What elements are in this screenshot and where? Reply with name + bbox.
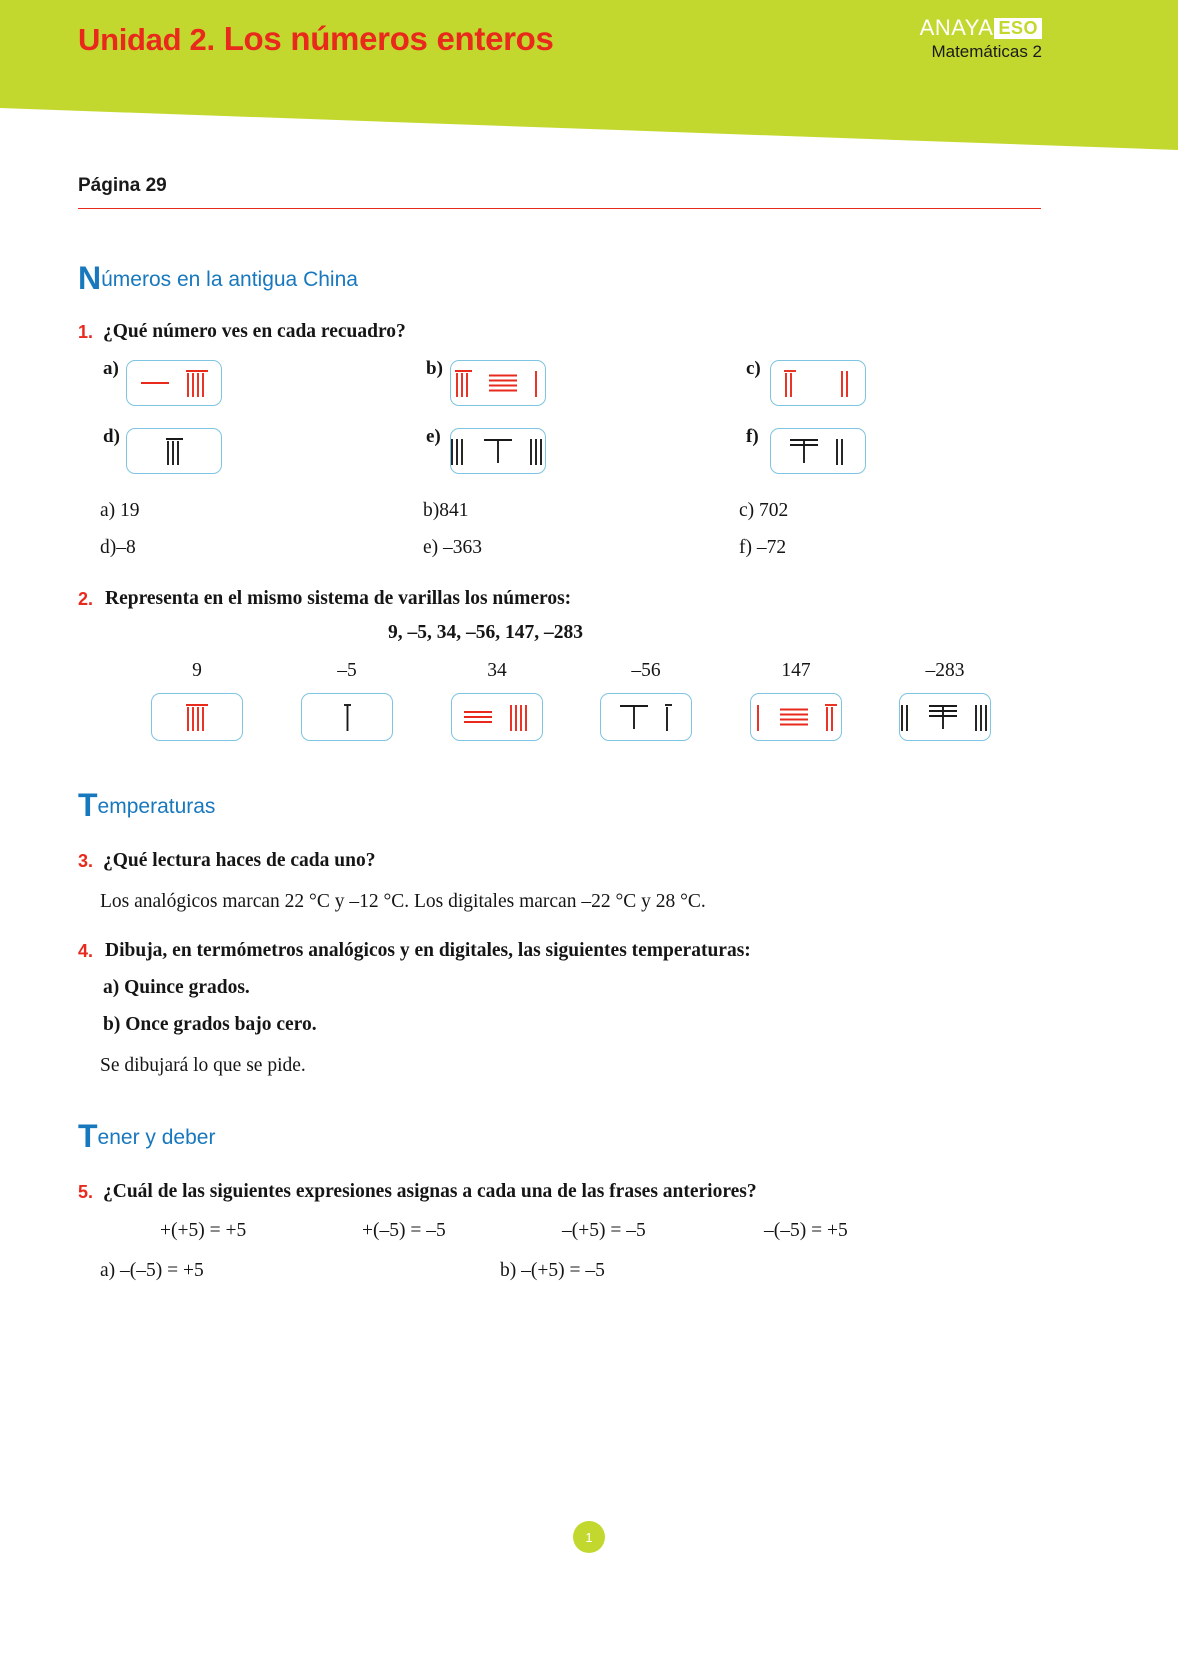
answer-5b: b) –(+5) = –5	[500, 1260, 605, 1281]
rod-digit	[927, 701, 959, 733]
expression-4: –(–5) = +5	[764, 1220, 848, 1241]
answer-1a: a) 19	[100, 500, 140, 521]
anaya-eso-logo	[920, 16, 1042, 40]
expression-2: +(–5) = –5	[362, 1220, 446, 1241]
rod-digit	[507, 701, 533, 733]
rod-digit	[453, 367, 474, 399]
rod-group-e	[448, 435, 548, 467]
rod-group-c	[782, 367, 854, 399]
rod-box-34	[451, 693, 543, 741]
exercise-3-number: 3.	[78, 851, 94, 871]
exercise-1-question: ¿Qué número ves en cada recuadro?	[103, 321, 406, 342]
rod-box-c	[770, 360, 866, 406]
rod-digit	[527, 435, 548, 467]
exercise-4-question: Dibuja, en termómetros analógicos y en digitales, las siguientes temperaturas:	[105, 940, 751, 961]
rod-digit	[898, 701, 914, 733]
rod-group-f	[788, 435, 849, 467]
section-heading-temperaturas	[78, 787, 216, 823]
exercise-2-question: Representa en el mismo sistema de varillas los números:	[105, 588, 572, 609]
rod-box-f	[770, 428, 866, 474]
exercise-1-number: 1.	[78, 322, 94, 342]
section-heading-text: ener y deber	[97, 1126, 216, 1149]
rod-group-34	[462, 701, 533, 733]
section-dropcap: T	[78, 1118, 98, 1154]
exercise-5-question: ¿Cuál de las siguientes expresiones asignas a cada una de las frases anteriores?	[103, 1181, 757, 1202]
exercise-4-number: 4.	[78, 941, 94, 961]
answer-4: Se dibujará lo que se pide.	[100, 1055, 306, 1076]
rod-digit	[663, 701, 674, 733]
rod-digit	[184, 367, 210, 399]
item-letter-c: c)	[746, 358, 761, 379]
page-label: Página 29	[78, 175, 167, 196]
expression-3: –(+5) = –5	[562, 1220, 646, 1241]
answer-1b: b)841	[423, 500, 469, 521]
section-heading-tener	[78, 1118, 216, 1154]
rod-digit	[833, 435, 849, 467]
answer-1e: e) –363	[423, 537, 483, 558]
unit-title-text: Los números enteros	[223, 20, 554, 57]
rod-digit	[139, 367, 171, 399]
item-letter-e: e)	[426, 426, 441, 447]
rod-digit	[838, 367, 854, 399]
section-heading-china	[78, 260, 358, 296]
rod-group-minus5	[342, 701, 353, 733]
rod-digit	[811, 367, 825, 399]
caption-147: 147	[781, 660, 811, 681]
rod-group-d	[164, 435, 185, 467]
item-letter-a: a)	[103, 358, 119, 379]
rod-digit	[823, 701, 839, 733]
rod-box-a	[126, 360, 222, 406]
rod-group-147	[754, 701, 839, 733]
rod-group-minus56	[618, 701, 674, 733]
rod-digit	[487, 367, 519, 399]
rod-digit	[618, 701, 650, 733]
caption-34: 34	[487, 660, 507, 681]
rod-digit	[788, 435, 820, 467]
brand-logo-block	[920, 16, 1042, 60]
unit-prefix: Unidad 2.	[78, 22, 215, 57]
rod-digit	[482, 435, 514, 467]
section-heading-text: emperaturas	[97, 795, 216, 818]
rod-box-minus283	[899, 693, 991, 741]
exercise-2-number: 2.	[78, 589, 94, 609]
section-dropcap: N	[78, 260, 102, 296]
exercise-4-item-a: a) Quince grados.	[103, 977, 250, 998]
rod-group-9	[184, 701, 210, 733]
exercise-5-number: 5.	[78, 1182, 94, 1202]
anaya-wordmark: ANAYA	[919, 15, 994, 40]
item-letter-f: f)	[746, 426, 759, 447]
expression-1: +(+5) = +5	[160, 1220, 247, 1241]
caption-minus283: –283	[925, 660, 965, 681]
item-letter-d: d)	[103, 426, 120, 447]
page-title	[78, 20, 554, 58]
answer-1c: c) 702	[739, 500, 789, 521]
answer-3: Los analógicos marcan 22 °C y –12 °C. Los digitales marcan –22 °C y 28 °C.	[100, 891, 706, 912]
eso-badge: ESO	[994, 18, 1042, 39]
section-heading-text: úmeros en la antigua China	[101, 268, 358, 291]
answer-1d: d)–8	[100, 537, 136, 558]
rod-box-147	[750, 693, 842, 741]
rod-group-a	[139, 367, 210, 399]
rod-group-minus283	[898, 701, 993, 733]
rod-digit	[342, 701, 353, 733]
rod-digit	[448, 435, 469, 467]
answer-1f: f) –72	[739, 537, 787, 558]
rod-box-minus56	[600, 693, 692, 741]
rod-group-b	[453, 367, 543, 399]
subject-label: Matemáticas 2	[931, 42, 1042, 61]
rod-digit	[462, 701, 494, 733]
rod-box-9	[151, 693, 243, 741]
page-divider	[78, 208, 1041, 209]
rod-digit	[782, 367, 798, 399]
caption-9: 9	[192, 660, 202, 681]
exercise-2-numbers: 9, –5, 34, –56, 147, –283	[388, 622, 583, 643]
rod-box-b	[450, 360, 546, 406]
section-dropcap: T	[78, 787, 98, 823]
rod-box-d	[126, 428, 222, 474]
rod-digit	[184, 701, 210, 733]
exercise-4-item-b: b) Once grados bajo cero.	[103, 1014, 317, 1035]
rod-digit	[754, 701, 765, 733]
caption-minus5: –5	[337, 660, 357, 681]
exercise-3-question: ¿Qué lectura haces de cada uno?	[103, 850, 376, 871]
rod-digit	[778, 701, 810, 733]
rod-digit	[164, 435, 185, 467]
rod-digit	[532, 367, 543, 399]
rod-digit	[972, 701, 993, 733]
rod-box-minus5	[301, 693, 393, 741]
item-letter-b: b)	[426, 358, 443, 379]
rod-box-e	[450, 428, 546, 474]
caption-minus56: –56	[631, 660, 661, 681]
page-number-badge: 1	[573, 1521, 605, 1553]
answer-5a: a) –(–5) = +5	[100, 1260, 204, 1281]
